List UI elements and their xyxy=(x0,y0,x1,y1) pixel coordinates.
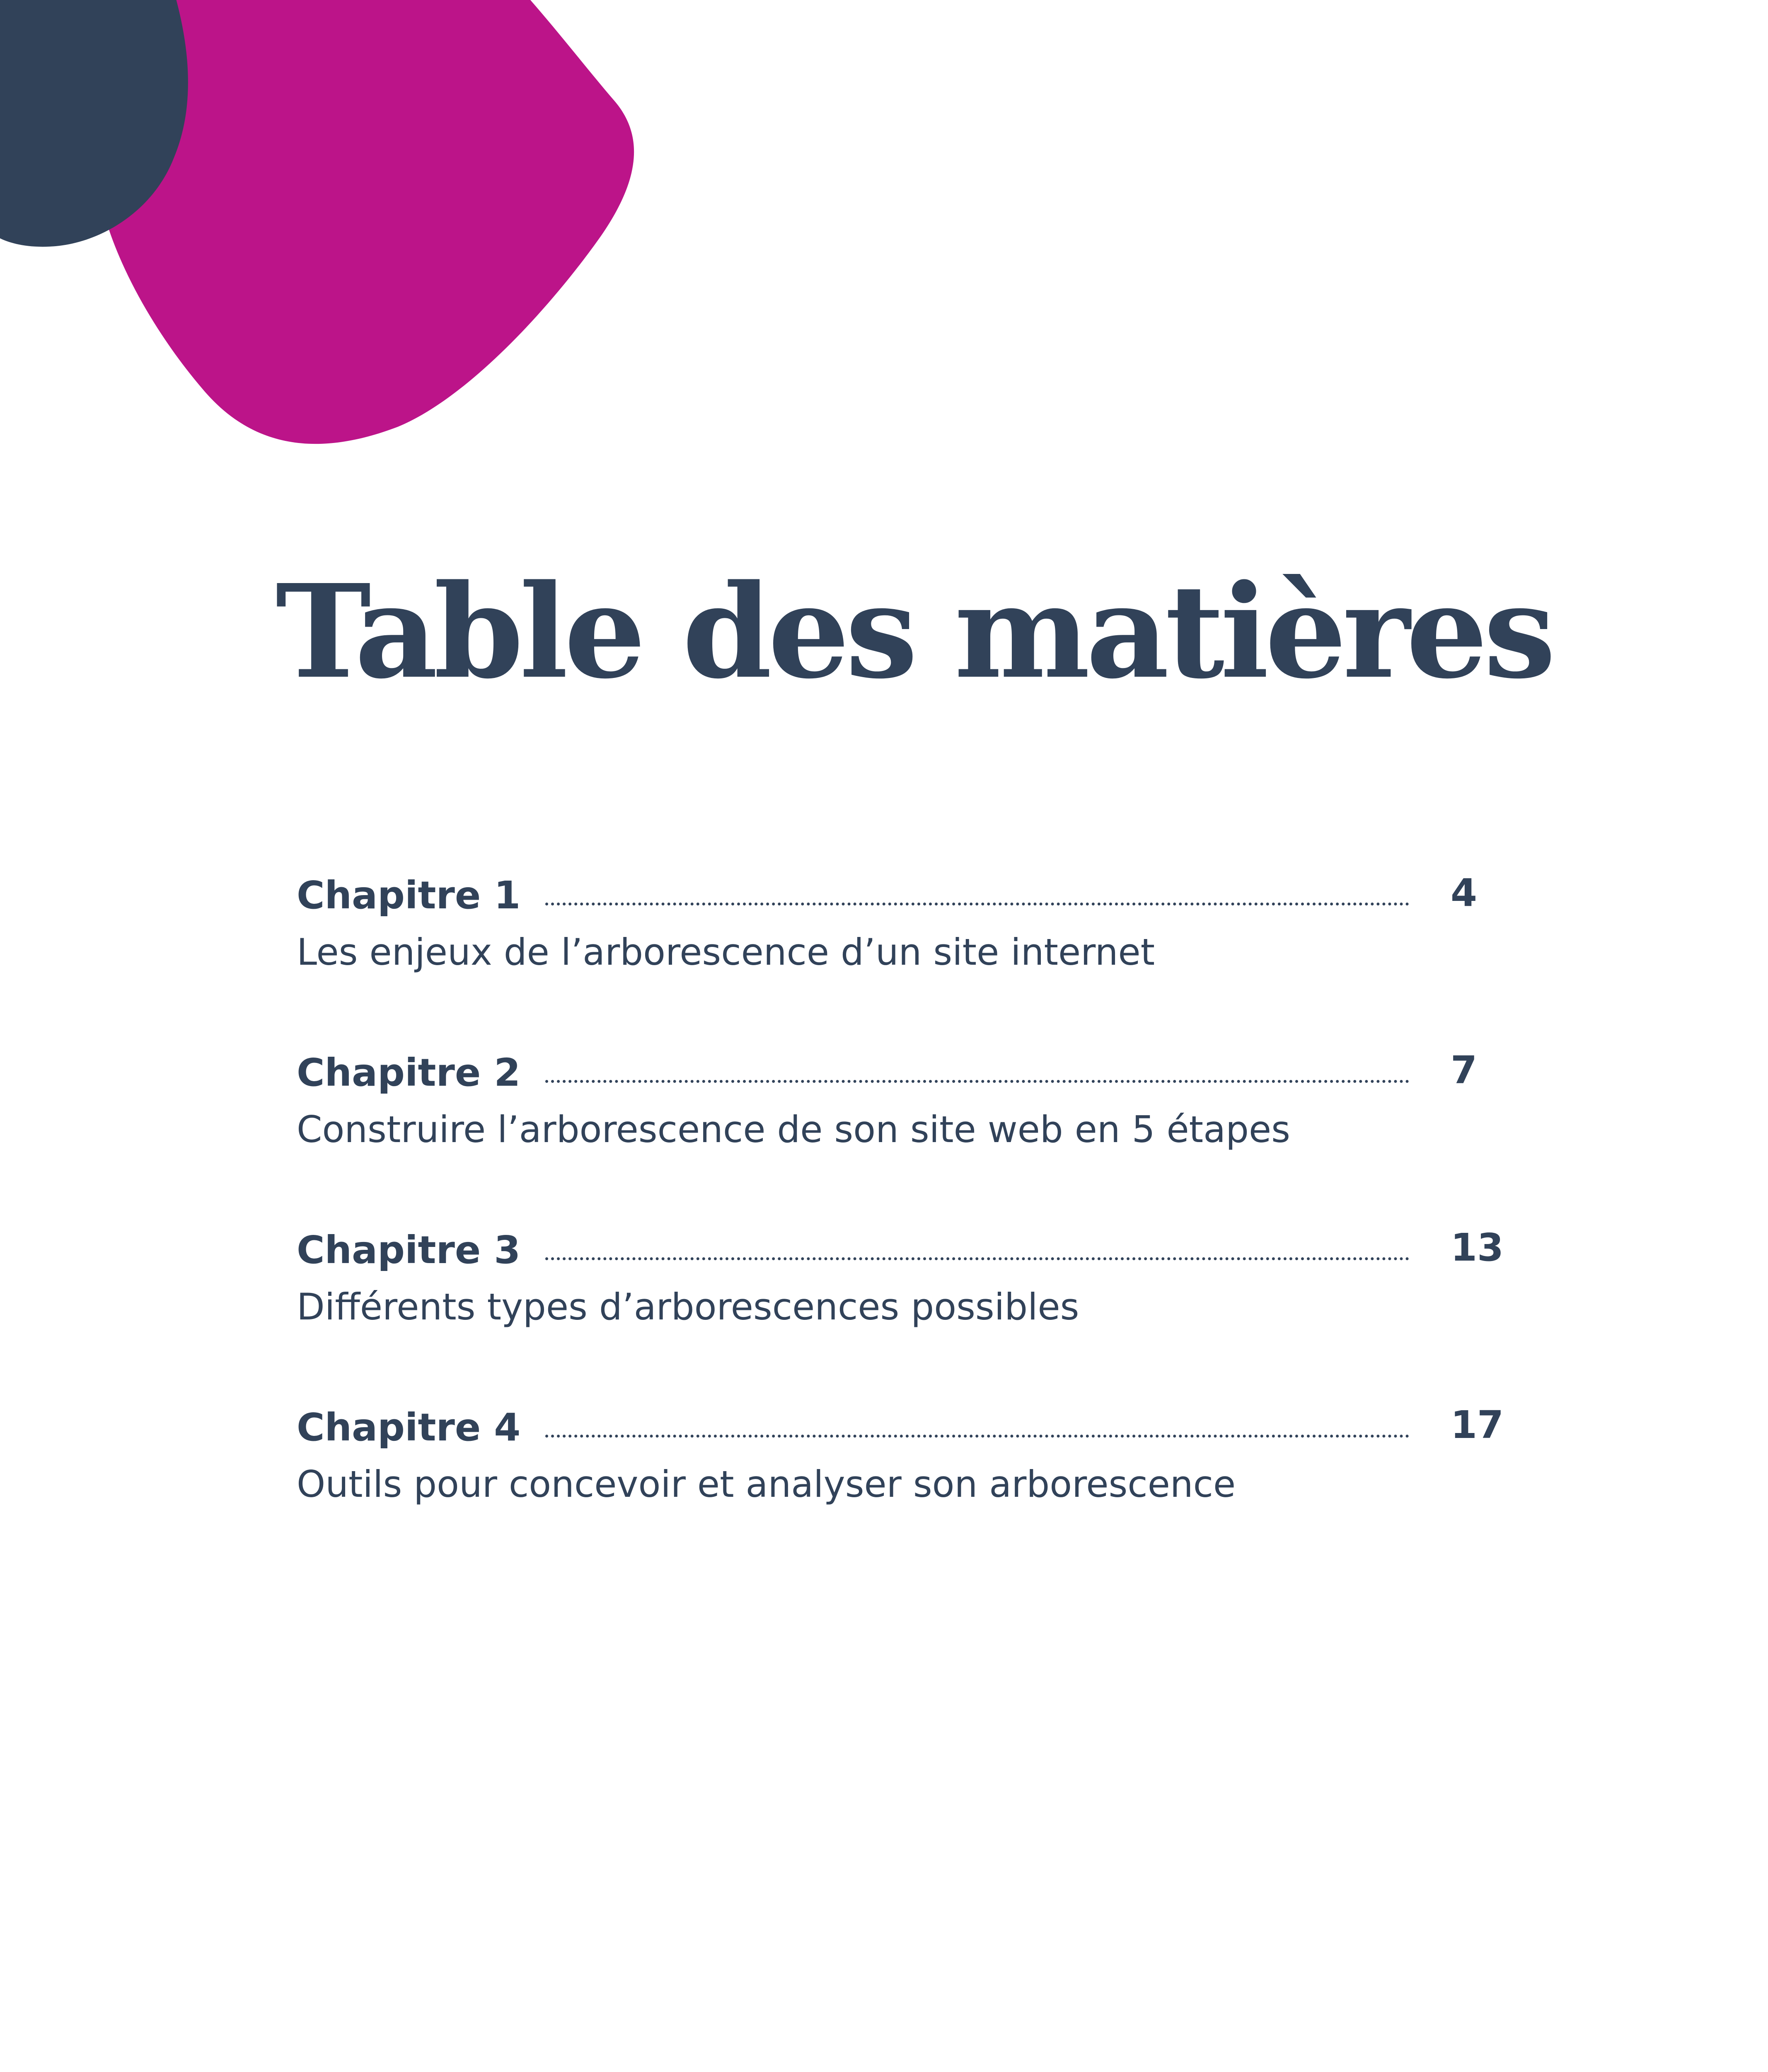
toc-entry-head xyxy=(297,868,1494,918)
toc-entry-head xyxy=(297,1223,1504,1273)
dotted-leader xyxy=(545,903,1409,905)
chapter-title[interactable]: Différents types d’arborescences possibles xyxy=(297,1285,1079,1328)
toc-entry-chapter-3[interactable] xyxy=(297,1223,1504,1400)
chapter-label[interactable]: Chapitre 3 xyxy=(297,1228,521,1272)
page-number[interactable]: 4 xyxy=(1451,871,1478,915)
toc-entry-chapter-4[interactable] xyxy=(297,1400,1504,1578)
page-title: Table des matières xyxy=(276,557,1552,707)
chapter-title[interactable]: Les enjeux de l’arborescence d’un site internet xyxy=(297,931,1155,973)
toc-entry-chapter-1[interactable] xyxy=(297,868,1494,1046)
toc-entry-chapter-2[interactable] xyxy=(297,1046,1494,1223)
table-of-contents xyxy=(297,868,1504,1578)
decorative-blobs xyxy=(0,0,663,456)
dotted-leader xyxy=(545,1080,1409,1083)
page-number[interactable]: 17 xyxy=(1451,1403,1504,1447)
chapter-title[interactable]: Construire l’arborescence de son site web en 5 étapes xyxy=(297,1108,1290,1151)
page-number[interactable]: 7 xyxy=(1451,1048,1478,1092)
chapter-label[interactable]: Chapitre 4 xyxy=(297,1405,521,1450)
toc-entry-head xyxy=(297,1400,1504,1450)
chapter-label[interactable]: Chapitre 2 xyxy=(297,1051,521,1095)
dotted-leader xyxy=(545,1435,1409,1438)
chapter-label[interactable]: Chapitre 1 xyxy=(297,873,521,917)
dotted-leader xyxy=(545,1257,1409,1260)
chapter-title[interactable]: Outils pour concevoir et analyser son arborescence xyxy=(297,1463,1236,1506)
toc-entry-head xyxy=(297,1046,1494,1095)
page-number[interactable]: 13 xyxy=(1451,1225,1504,1270)
